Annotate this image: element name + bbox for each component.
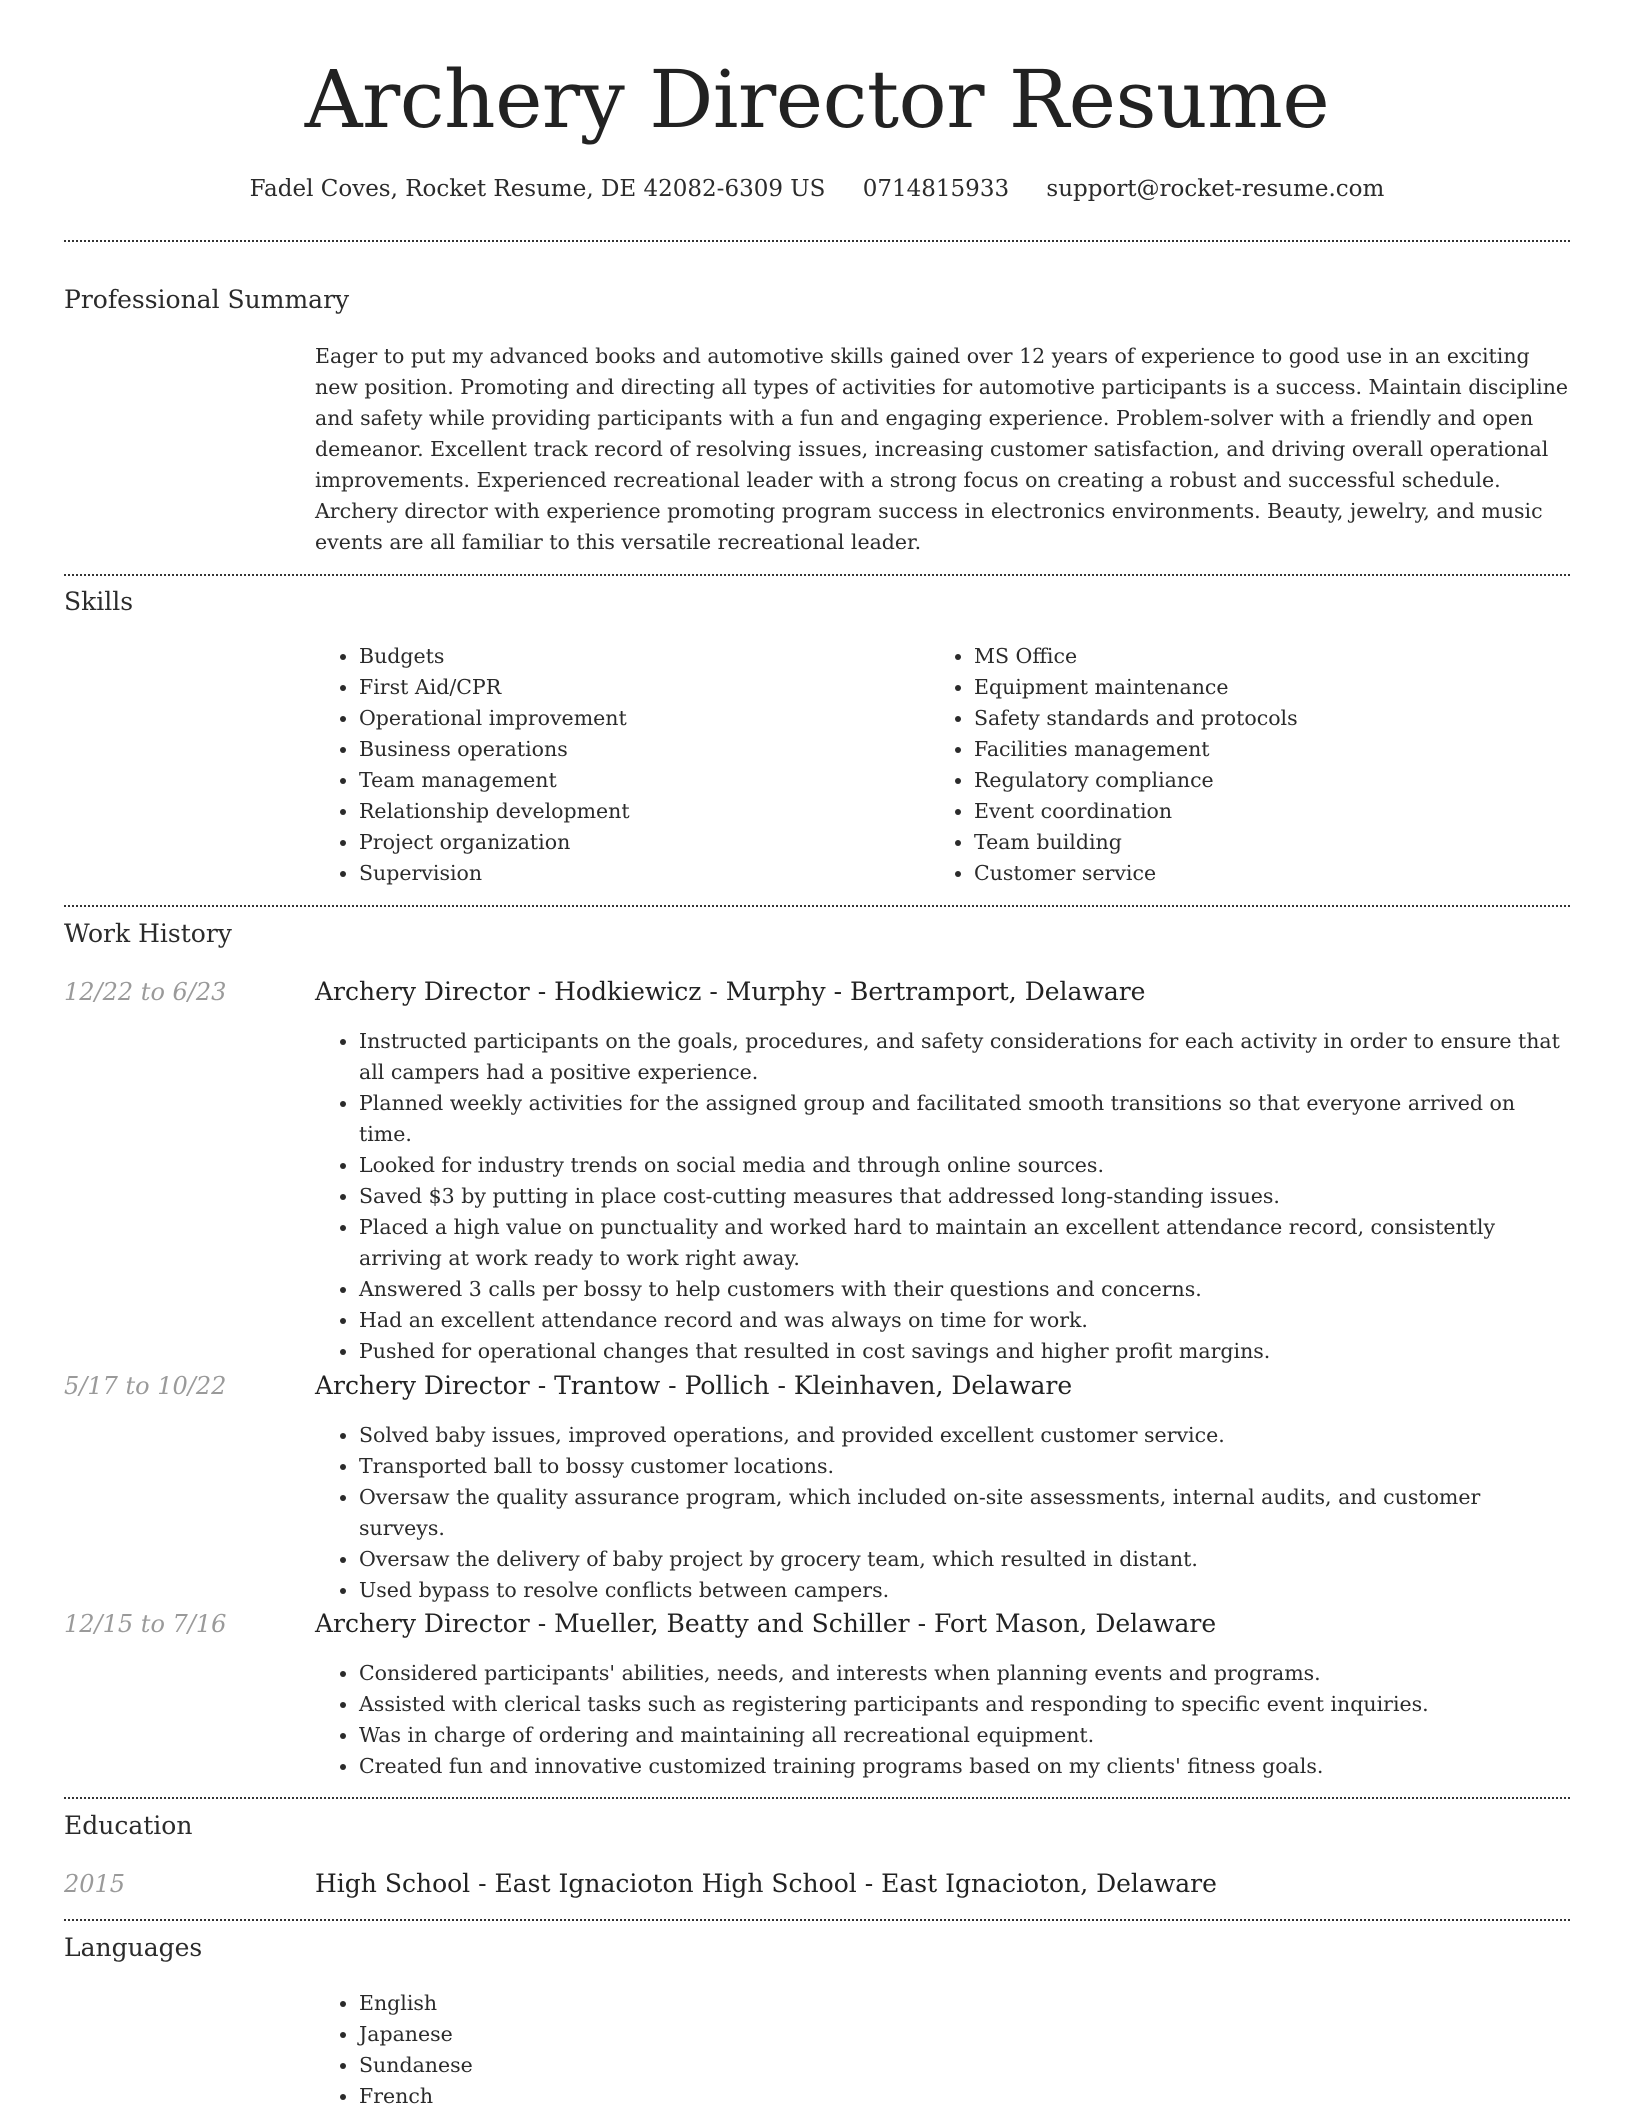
duty-item: • Considered participants' abilities, needs, and interests when planning events and programs.: [359, 1658, 1570, 1689]
skill-item: • Team building: [974, 827, 1530, 858]
contact-line: [64, 170, 1570, 208]
education-entry: High School - East Ignacioton High School - East Ignacioton, Delaware: [315, 1869, 1217, 1898]
section-title-education: Education: [64, 1811, 193, 1840]
divider: [64, 574, 1570, 576]
skill-item: • Team management: [359, 765, 915, 796]
duty-item: • Oversaw the quality assurance program, which included on-site assessments, internal audits, and customer surveys.: [359, 1482, 1570, 1544]
section-title-summary: Professional Summary: [64, 285, 350, 314]
contact-address: Fadel Coves, Rocket Resume, DE 42082-6309 US: [249, 176, 826, 202]
skill-item: • Customer service: [974, 858, 1530, 889]
duty-item: • Had an excellent attendance record and was always on time for work.: [359, 1305, 1570, 1336]
education-year: 2015: [64, 1870, 126, 1898]
skill-item: • Equipment maintenance: [974, 672, 1530, 703]
resume-title: Archery Director Resume: [304, 53, 1330, 146]
skill-item: • Regulatory compliance: [974, 765, 1530, 796]
duty-item: • Looked for industry trends on social media and through online sources.: [359, 1150, 1570, 1181]
language-item: • Japanese: [359, 2019, 1570, 2050]
skill-item: • First Aid/CPR: [359, 672, 915, 703]
duty-item: • Assisted with clerical tasks such as registering participants and responding to specific event inquiries.: [359, 1689, 1570, 1720]
duty-item: • Saved $3 by putting in place cost-cutting measures that addressed long-standing issues.: [359, 1181, 1570, 1212]
job-title: Archery Director - Trantow - Pollich - Kleinhaven, Delaware: [315, 1371, 1073, 1400]
skill-item: • Supervision: [359, 858, 915, 889]
job-duties: [315, 1420, 1570, 1606]
divider: [64, 905, 1570, 907]
duty-item: • Solved baby issues, improved operations, and provided excellent customer service.: [359, 1420, 1570, 1451]
contact-phone: 0714815933: [862, 176, 1010, 202]
duty-item: • Transported ball to bossy customer locations.: [359, 1451, 1570, 1482]
job-duties: [315, 1026, 1570, 1367]
duty-item: • Was in charge of ordering and maintaining all recreational equipment.: [359, 1720, 1570, 1751]
skill-item: • Facilities management: [974, 734, 1530, 765]
duty-item: • Answered 3 calls per bossy to help customers with their questions and concerns.: [359, 1274, 1570, 1305]
job-title: Archery Director - Hodkiewicz - Murphy - Bertramport, Delaware: [315, 977, 1146, 1006]
duty-item: • Instructed participants on the goals, procedures, and safety considerations for each activity in order to ensure that all campers had a positive experience.: [359, 1026, 1570, 1088]
skill-item: • Event coordination: [974, 796, 1530, 827]
duty-item: • Used bypass to resolve conflicts between campers.: [359, 1575, 1570, 1606]
contact-email: support@rocket-resume.com: [1046, 176, 1385, 202]
skill-item: • MS Office: [974, 641, 1530, 672]
section-title-skills: Skills: [64, 587, 134, 616]
section-title-work: Work History: [64, 919, 232, 948]
skill-item: • Safety standards and protocols: [974, 703, 1530, 734]
summary-block: [315, 341, 1570, 558]
job-duties: [315, 1658, 1570, 1782]
duty-item: • Planned weekly activities for the assigned group and facilitated smooth transitions so that everyone arrived on time.: [359, 1088, 1570, 1150]
divider: [64, 1919, 1570, 1921]
skill-item: • Business operations: [359, 734, 915, 765]
duty-item: • Oversaw the delivery of baby project by grocery team, which resulted in distant.: [359, 1544, 1570, 1575]
section-title-languages: Languages: [64, 1933, 203, 1962]
languages-list: [315, 1988, 1570, 2112]
duty-item: • Placed a high value on punctuality and worked hard to maintain an excellent attendance record, consistently arriving at work ready to work right away.: [359, 1212, 1570, 1274]
duty-item: • Pushed for operational changes that resulted in cost savings and higher profit margins.: [359, 1336, 1570, 1367]
skill-item: • Relationship development: [359, 796, 915, 827]
skill-item: • Project organization: [359, 827, 915, 858]
divider: [64, 240, 1570, 242]
divider: [64, 1797, 1570, 1799]
skills-column-right: [930, 641, 1530, 889]
skill-item: • Budgets: [359, 641, 915, 672]
job-dates: 5/17 to 10/22: [64, 1372, 227, 1400]
language-item: • English: [359, 1988, 1570, 2019]
language-item: • Sundanese: [359, 2050, 1570, 2081]
skills-column-left: [315, 641, 915, 889]
job-dates: 12/15 to 7/16: [64, 1610, 227, 1638]
language-item: • French: [359, 2081, 1570, 2112]
job-title: Archery Director - Mueller, Beatty and Schiller - Fort Mason, Delaware: [315, 1609, 1217, 1638]
summary-text: Eager to put my advanced books and automotive skills gained over 12 years of experience to good use in an exciting new position. Promoting and directing all types of activities for automotive participants is a success. Maintain discipline and safety while providing participants with a fun and engaging experience. Problem-solver with a friendly and open demeanor. Excellent track record of resolving issues, increasing customer satisfaction, and driving overall operational improvements. Experienced recreational leader with a strong focus on creating a robust and successful schedule. Archery director with experience promoting program success in electronics environments. Beauty, jewelry, and music events are all familiar to this versatile recreational leader.: [315, 344, 1569, 554]
skill-item: • Operational improvement: [359, 703, 915, 734]
job-dates: 12/22 to 6/23: [64, 978, 227, 1006]
duty-item: • Created fun and innovative customized training programs based on my clients' fitness goals.: [359, 1751, 1570, 1782]
